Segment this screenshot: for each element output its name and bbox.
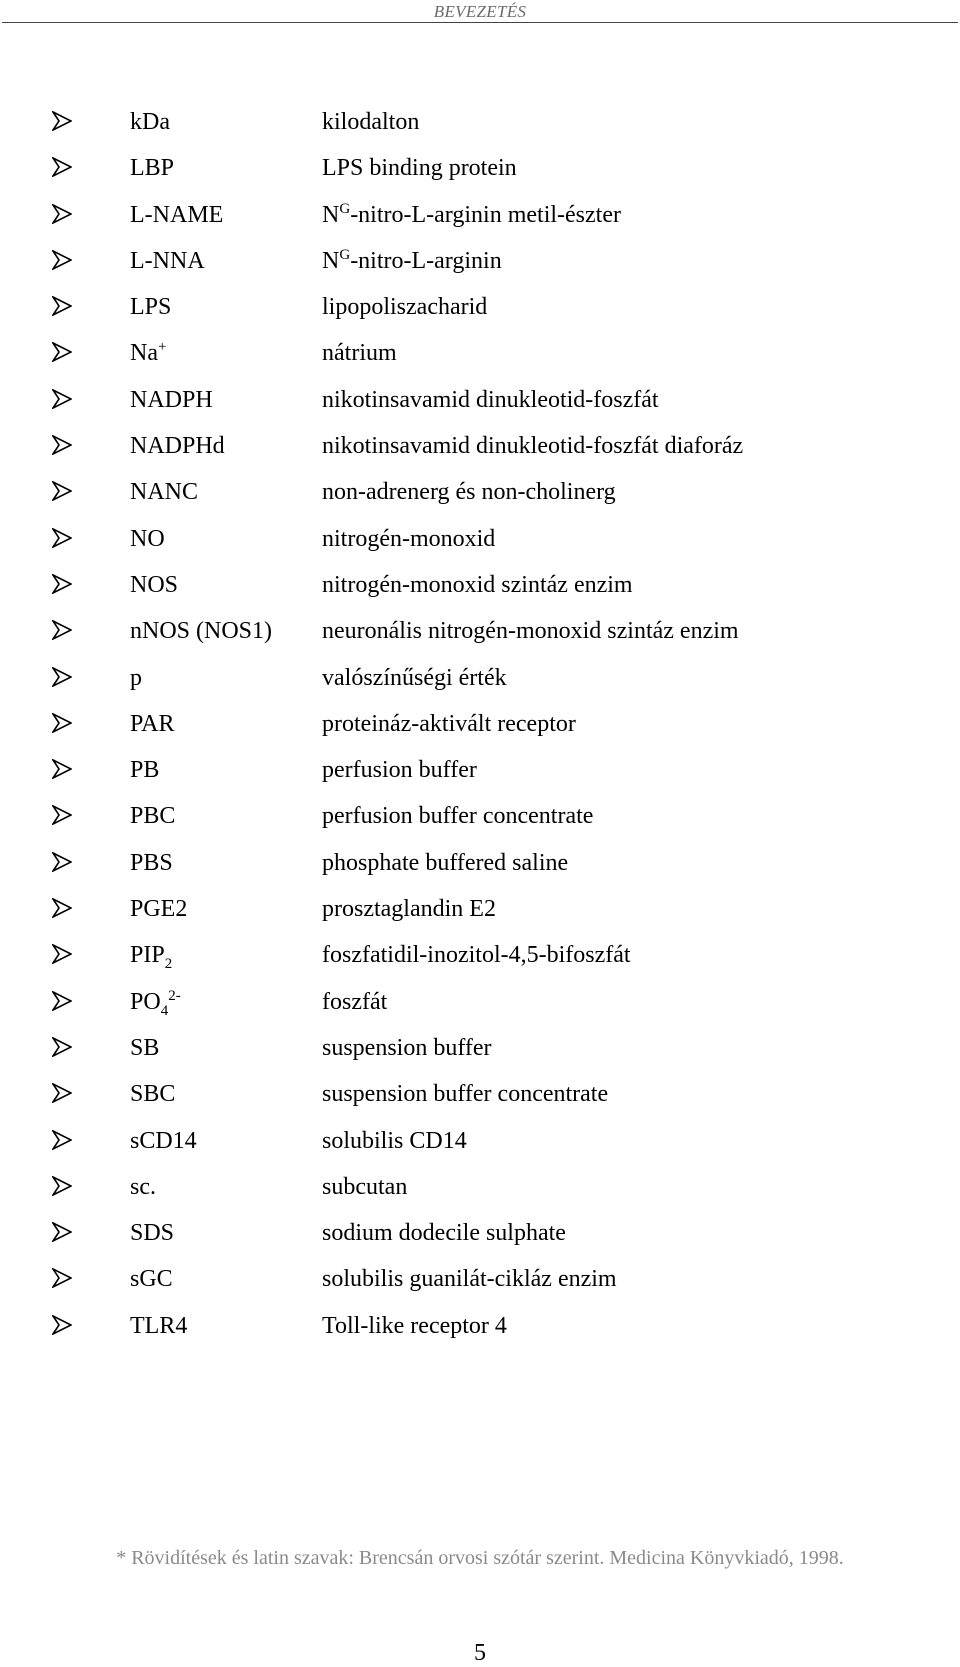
abbreviation-term <box>130 940 173 973</box>
abbreviation-row <box>0 987 960 1033</box>
abbreviation-term: LPS <box>130 294 172 321</box>
abbreviation-term: PB <box>130 757 160 784</box>
abbreviation-row <box>0 431 960 477</box>
abbreviation-term: NADPH <box>130 386 213 413</box>
arrowhead-bullet-icon <box>52 713 72 733</box>
arrowhead-bullet-icon <box>52 1037 72 1057</box>
abbreviation-definition: proteináz-aktivált receptor <box>322 710 576 737</box>
abbreviation-definition: nitrogén-monoxid <box>322 525 496 552</box>
abbreviation-definition: LPS binding protein <box>322 155 517 182</box>
abbreviation-term: nNOS (NOS1) <box>130 618 273 645</box>
abbreviation-row <box>0 385 960 431</box>
abbreviation-definition <box>322 200 621 230</box>
abbreviation-definition: solubilis guanilát-cikláz enzim <box>322 1266 617 1293</box>
abbreviation-definition: nitrogén-monoxid szintáz enzim <box>322 571 633 598</box>
term-superscript: 2- <box>168 987 181 1004</box>
abbreviation-row <box>0 1264 960 1310</box>
abbreviation-term: PAR <box>130 710 175 737</box>
abbreviation-term <box>130 987 181 1017</box>
abbreviation-term: SBC <box>130 1081 176 1108</box>
abbreviation-term: SDS <box>130 1220 175 1247</box>
arrowhead-bullet-icon <box>52 805 72 825</box>
arrowhead-bullet-icon <box>52 991 72 1011</box>
abbreviation-definition: lipopoliszacharid <box>322 294 488 321</box>
arrowhead-bullet-icon <box>52 620 72 640</box>
abbreviation-definition: non-adrenerg és non-cholinerg <box>322 479 616 506</box>
abbreviation-term: TLR4 <box>130 1312 188 1339</box>
abbreviation-row <box>0 940 960 986</box>
abbreviation-term: PGE2 <box>130 896 188 923</box>
arrowhead-bullet-icon <box>52 898 72 918</box>
abbreviation-row <box>0 848 960 894</box>
abbreviation-term: L-NAME <box>130 201 224 228</box>
term-base: Na <box>130 340 158 367</box>
arrowhead-bullet-icon <box>52 204 72 224</box>
abbreviation-row <box>0 755 960 801</box>
abbreviation-term: p <box>130 664 142 691</box>
footnote: * Rövidítések és latin szavak: Brencsán orvosi szótár szerint. Medicina Könyvkiadó, 1998. <box>116 1547 844 1569</box>
arrowhead-bullet-icon <box>52 1176 72 1196</box>
definition-base: N <box>322 201 340 228</box>
abbreviation-definition: nikotinsavamid dinukleotid-foszfát diaforáz <box>322 433 744 460</box>
arrowhead-bullet-icon <box>52 389 72 409</box>
abbreviation-row <box>0 894 960 940</box>
abbreviation-term: SB <box>130 1034 160 1061</box>
abbreviation-definition <box>322 246 502 276</box>
definition-superscript: G <box>339 200 351 217</box>
abbreviation-row <box>0 1033 960 1079</box>
abbreviation-list <box>0 107 960 1357</box>
abbreviation-term: sc. <box>130 1173 156 1200</box>
abbreviation-term: NANC <box>130 479 199 506</box>
arrowhead-bullet-icon <box>52 1083 72 1103</box>
abbreviation-term <box>130 338 166 368</box>
abbreviation-definition: prosztaglandin E2 <box>322 896 496 923</box>
definition-rest: -nitro-L-arginin <box>350 247 502 274</box>
abbreviation-term: LBP <box>130 155 175 182</box>
abbreviation-definition: suspension buffer <box>322 1034 492 1061</box>
abbreviation-row <box>0 292 960 338</box>
abbreviation-definition: kilodalton <box>322 109 420 135</box>
abbreviation-term: kDa <box>130 109 170 135</box>
abbreviation-term: NADPHd <box>130 433 225 460</box>
abbreviation-definition: nátrium <box>322 340 397 367</box>
abbreviation-row <box>0 107 960 153</box>
abbreviation-definition: suspension buffer concentrate <box>322 1081 609 1108</box>
definition-superscript: G <box>339 246 351 263</box>
abbreviation-row <box>0 477 960 523</box>
arrowhead-bullet-icon <box>52 481 72 501</box>
term-base: PIP <box>130 942 165 969</box>
abbreviation-term: NO <box>130 525 165 552</box>
abbreviation-definition: neuronális nitrogén-monoxid szintáz enzim <box>322 618 739 645</box>
abbreviation-term: PBC <box>130 803 176 830</box>
abbreviation-definition: valószínűségi érték <box>322 664 507 691</box>
abbreviation-term: NOS <box>130 571 179 598</box>
arrowhead-bullet-icon <box>52 667 72 687</box>
abbreviation-definition: subcutan <box>322 1173 408 1200</box>
arrowhead-bullet-icon <box>52 1268 72 1288</box>
arrowhead-bullet-icon <box>52 759 72 779</box>
abbreviation-definition: nikotinsavamid dinukleotid-foszfát <box>322 386 659 413</box>
term-superscript: + <box>157 339 167 356</box>
arrowhead-bullet-icon <box>52 574 72 594</box>
arrowhead-bullet-icon <box>52 250 72 270</box>
abbreviation-row <box>0 246 960 292</box>
abbreviation-row <box>0 1218 960 1264</box>
definition-base: N <box>322 247 340 274</box>
term-subscript: 4 <box>160 1002 169 1019</box>
abbreviation-term: L-NNA <box>130 247 205 274</box>
arrowhead-bullet-icon <box>52 342 72 362</box>
abbreviation-definition: foszfát <box>322 988 388 1015</box>
abbreviation-definition: Toll-like receptor 4 <box>322 1312 507 1339</box>
abbreviation-term: sGC <box>130 1266 173 1293</box>
arrowhead-bullet-icon <box>52 528 72 548</box>
arrowhead-bullet-icon <box>52 435 72 455</box>
abbreviation-row <box>0 709 960 755</box>
abbreviation-row <box>0 524 960 570</box>
abbreviation-term: PBS <box>130 849 173 876</box>
abbreviation-term: sCD14 <box>130 1127 197 1154</box>
abbreviation-row <box>0 200 960 246</box>
abbreviation-row <box>0 1172 960 1218</box>
abbreviation-row <box>0 338 960 384</box>
arrowhead-bullet-icon <box>52 1222 72 1242</box>
arrowhead-bullet-icon <box>52 1315 72 1335</box>
abbreviation-definition: foszfatidil-inozitol-4,5-bifoszfát <box>322 942 631 969</box>
arrowhead-bullet-icon <box>52 111 72 131</box>
abbreviation-row <box>0 616 960 662</box>
header-rule <box>2 22 958 23</box>
arrowhead-bullet-icon <box>52 1130 72 1150</box>
abbreviation-row <box>0 153 960 199</box>
abbreviation-definition: solubilis CD14 <box>322 1127 467 1154</box>
abbreviation-row <box>0 1311 960 1357</box>
arrowhead-bullet-icon <box>52 296 72 316</box>
abbreviation-row <box>0 570 960 616</box>
arrowhead-bullet-icon <box>52 852 72 872</box>
abbreviation-definition: phosphate buffered saline <box>322 849 569 876</box>
abbreviation-row <box>0 1126 960 1172</box>
page-number: 5 <box>474 1640 486 1666</box>
abbreviation-definition: sodium dodecile sulphate <box>322 1220 566 1247</box>
abbreviation-definition: perfusion buffer <box>322 757 477 784</box>
abbreviation-row <box>0 1079 960 1125</box>
term-base: PO <box>130 988 161 1015</box>
arrowhead-bullet-icon <box>52 157 72 177</box>
running-header: BEVEZETÉS <box>433 2 527 21</box>
abbreviation-row <box>0 663 960 709</box>
abbreviation-row <box>0 801 960 847</box>
term-subscript: 2 <box>164 956 173 973</box>
abbreviation-definition: perfusion buffer concentrate <box>322 803 594 830</box>
definition-rest: -nitro-L-arginin metil-észter <box>350 201 621 228</box>
arrowhead-bullet-icon <box>52 944 72 964</box>
